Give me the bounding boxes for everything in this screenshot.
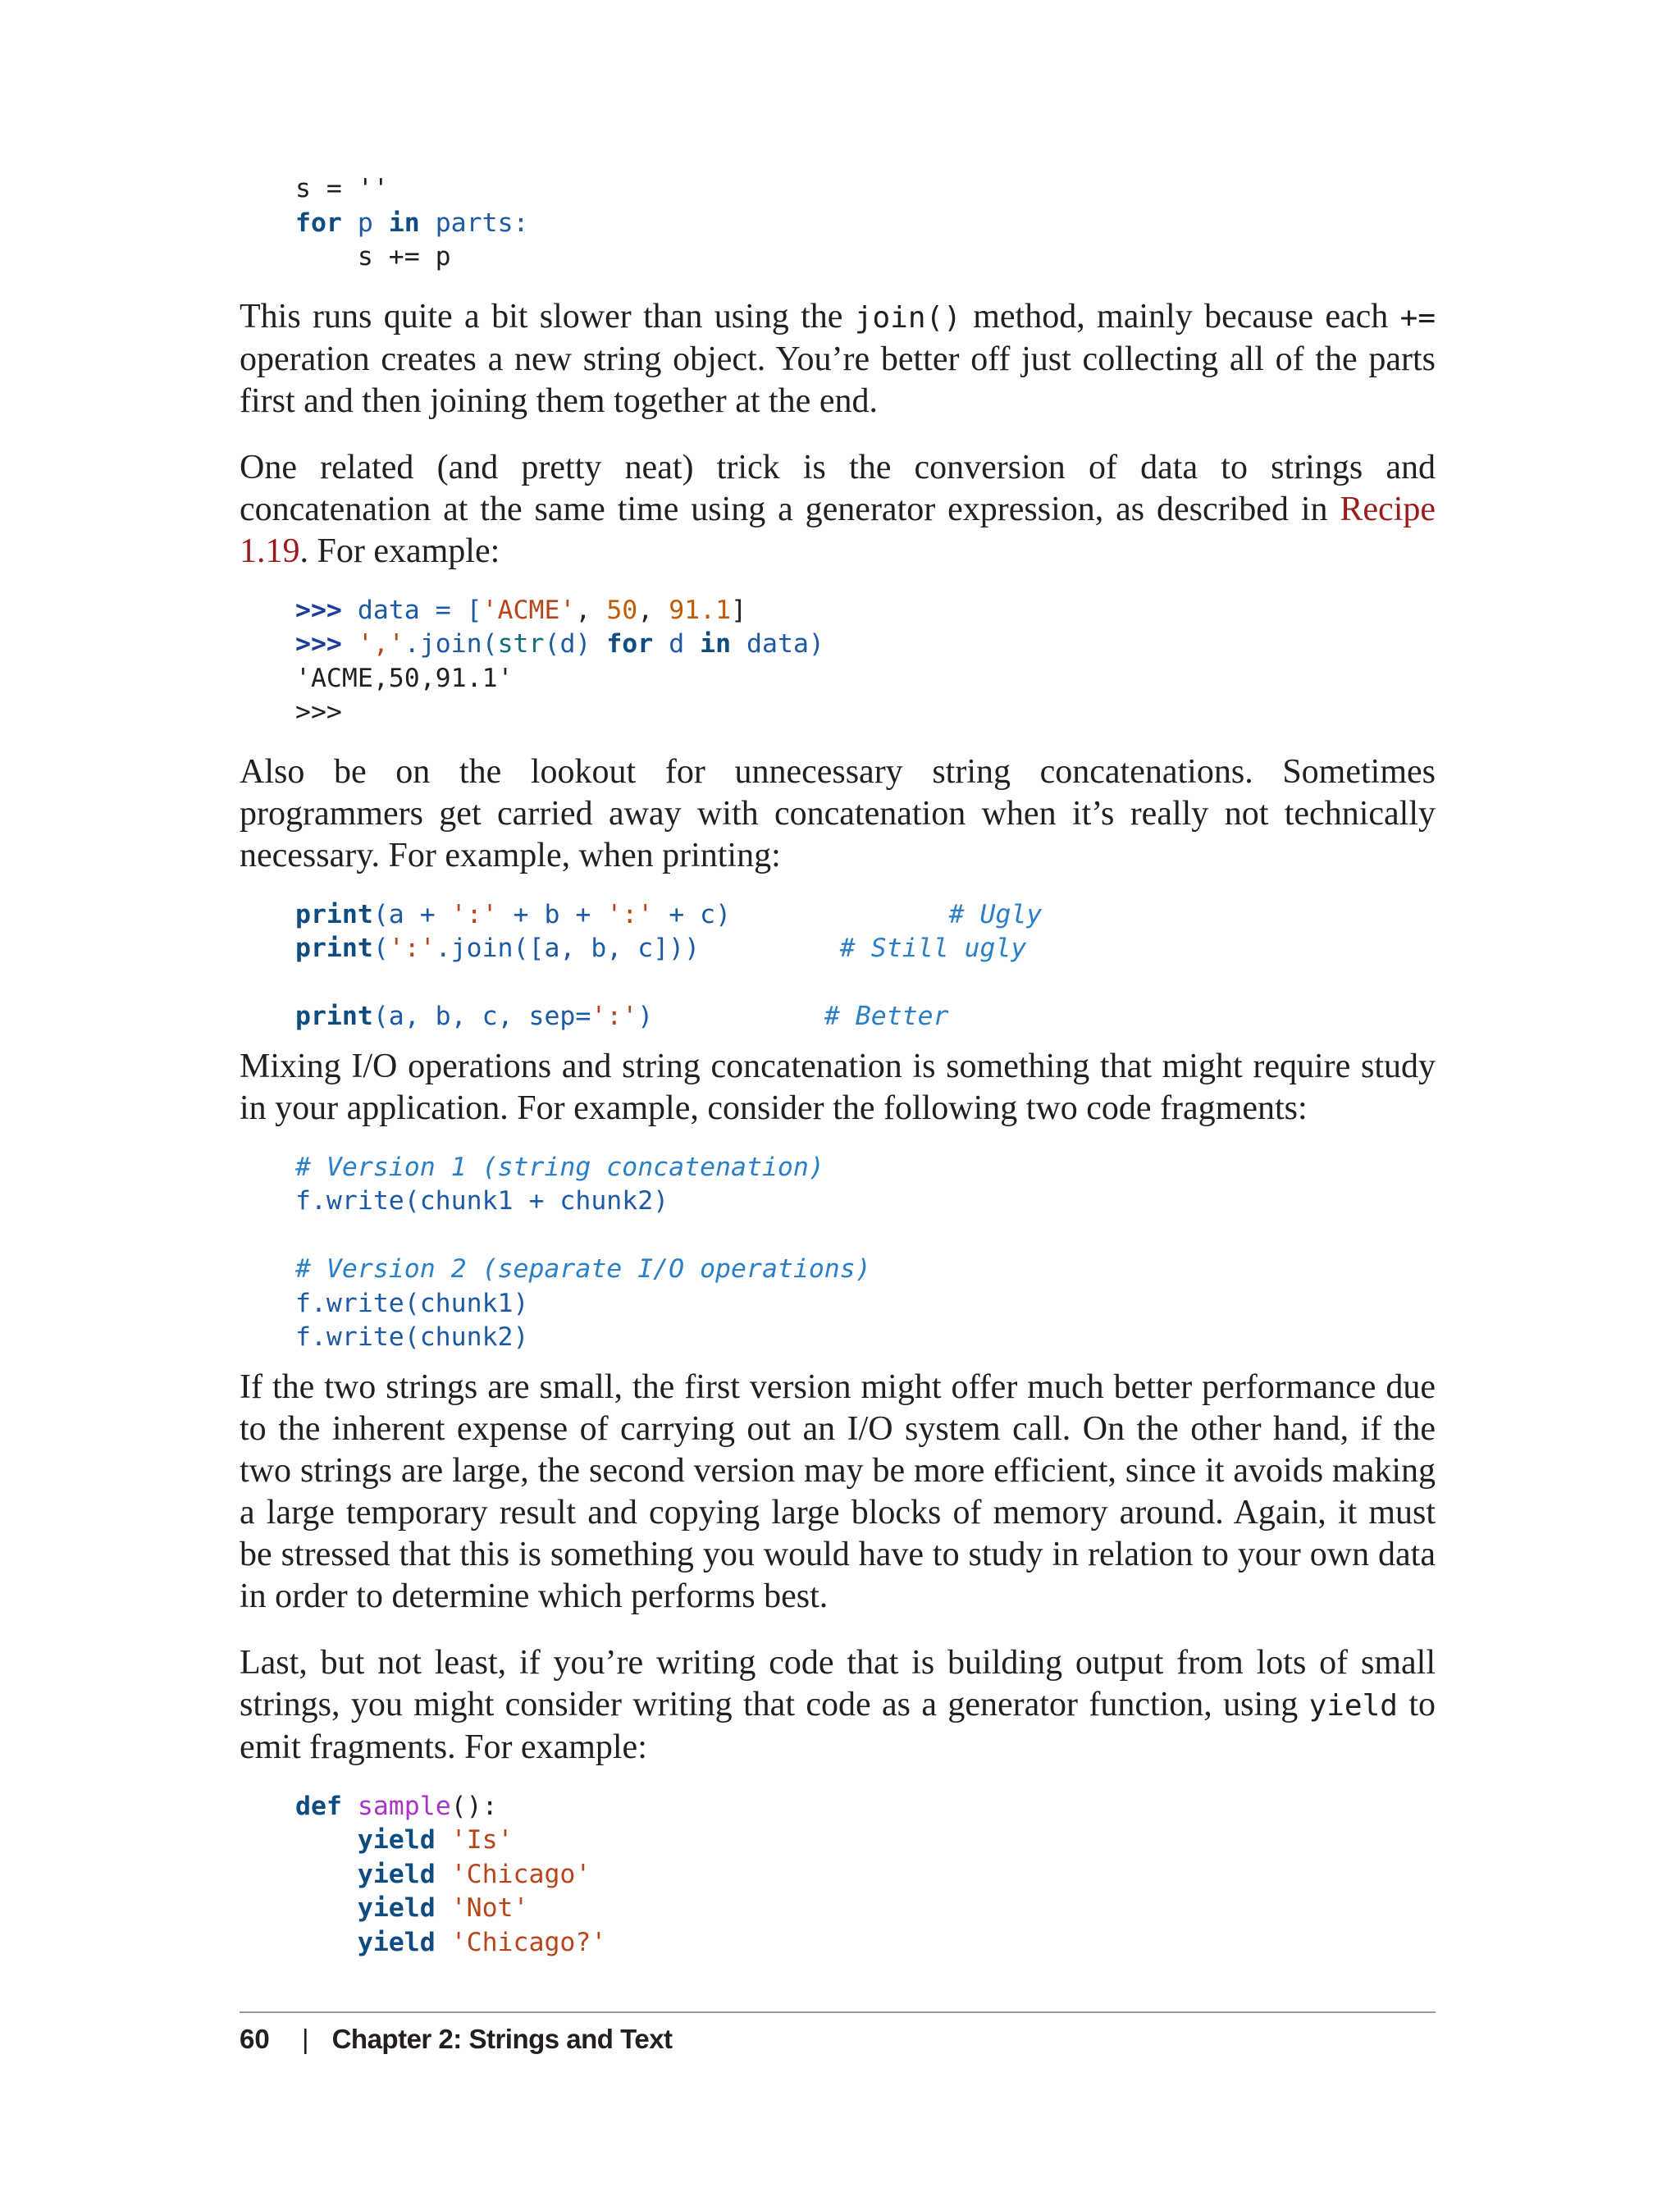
- paragraph-generator-function: Last, but not least, if you’re writing code that is building output from lots of small strings, you might consider writing that code as a generator function, using yield to emit fragments. For example:: [240, 1643, 1436, 1766]
- repl-output: 'ACME,50,91.1': [295, 663, 514, 693]
- code-block-interactive: [295, 594, 1436, 730]
- code-line: [295, 696, 1436, 730]
- code-line: yield 'Is': [357, 1825, 514, 1855]
- code-block-loop: [295, 172, 1436, 275]
- code-keyword: for: [295, 208, 342, 238]
- code-text: s += p: [295, 242, 451, 272]
- code-text: parts:: [419, 208, 529, 238]
- page-content: [240, 172, 1436, 1960]
- code-line: print(a, b, c, sep=':') # Better: [295, 1002, 949, 1031]
- code-text: s = '': [295, 174, 389, 203]
- code-comment: # Ugly: [948, 899, 1043, 929]
- paragraph-join-performance: This runs quite a bit slower than using the join() method, mainly because each += operation creates a new string object. You’re better off just collecting all of the parts first and then joining them together at the end.: [240, 297, 1436, 420]
- code-line: yield 'Not': [357, 1893, 529, 1923]
- code-block-write: [295, 1151, 1436, 1355]
- page-number: 60: [240, 2024, 270, 2054]
- code-comment: # Version 1 (string concatenation): [295, 1152, 824, 1182]
- paragraph-small-vs-large: If the two strings are small, the first version might offer much better performance due to the inherent expense of carrying out an I/O system call. On the other hand, if the two strings are large, the second version may be more efficient, since it avoids making a large temporary result and copying large blocks of memory around. Again, it must be stressed that this is something you would have to study in relation to your own data in order to determine which performs best.: [240, 1367, 1436, 1615]
- repl-prompt-empty: >>>: [295, 697, 342, 727]
- paragraph-generator-trick: One related (and pretty neat) trick is the conversion of data to strings and concatenation at the same time using a generator expression, as described in Recipe 1.19. For example:: [240, 448, 1436, 570]
- function-name: sample: [357, 1791, 451, 1821]
- code-line: [295, 1253, 1436, 1287]
- code-line: >>> data = ['ACME', 50, 91.1]: [295, 595, 747, 625]
- code-line: def sample():: [295, 1791, 498, 1821]
- code-block-print: [295, 898, 1436, 1034]
- code-line: f.write(chunk2): [295, 1322, 529, 1352]
- code-line: [295, 1151, 1436, 1185]
- page-footer: [240, 2021, 673, 2057]
- code-line: >>> ','.join(str(d) for d in data): [295, 629, 824, 659]
- repl-prompt: >>>: [295, 629, 342, 659]
- code-line: f.write(chunk1 + chunk2): [295, 1186, 669, 1216]
- code-line: [295, 207, 1436, 241]
- code-line: f.write(chunk1): [295, 1288, 529, 1318]
- code-line: print(a + ':' + b + ':' + c) # Ugly: [295, 899, 1043, 929]
- code-comment: # Version 2 (separate I/O operations): [295, 1254, 871, 1284]
- code-line: yield 'Chicago': [357, 1859, 591, 1889]
- code-comment: # Still ugly: [839, 934, 1027, 963]
- code-keyword: in: [388, 208, 420, 238]
- recipe-link[interactable]: Recipe 1.19: [240, 490, 1436, 570]
- inline-code-plus-equals: +=: [1399, 300, 1436, 335]
- code-line: [295, 172, 1436, 207]
- code-line: [295, 662, 1436, 696]
- footer-separator: |: [302, 2024, 309, 2054]
- footer-divider: [240, 2011, 1436, 2013]
- paragraph-unnecessary-concat: Also be on the lookout for unnecessary string concatenations. Sometimes programmers get carried away with concatenation when it’s really not technically necessary. For example, when printing:: [240, 752, 1436, 874]
- inline-code-join: join(): [854, 300, 961, 335]
- code-line: [295, 240, 1436, 275]
- code-line: print(':'.join([a, b, c])) # Still ugly: [295, 934, 1027, 963]
- code-block-generator: [295, 1790, 1436, 1961]
- code-comment: # Better: [824, 1002, 949, 1031]
- code-text: p: [341, 208, 389, 238]
- paragraph-mixing-io: Mixing I/O operations and string concatenation is something that might require study in your application. For example, consider the following two code fragments:: [240, 1047, 1436, 1127]
- chapter-title: Chapter 2: Strings and Text: [331, 2024, 673, 2054]
- inline-code-yield: yield: [1308, 1688, 1398, 1723]
- repl-prompt: >>>: [295, 595, 342, 625]
- code-line: yield 'Chicago?': [357, 1927, 607, 1957]
